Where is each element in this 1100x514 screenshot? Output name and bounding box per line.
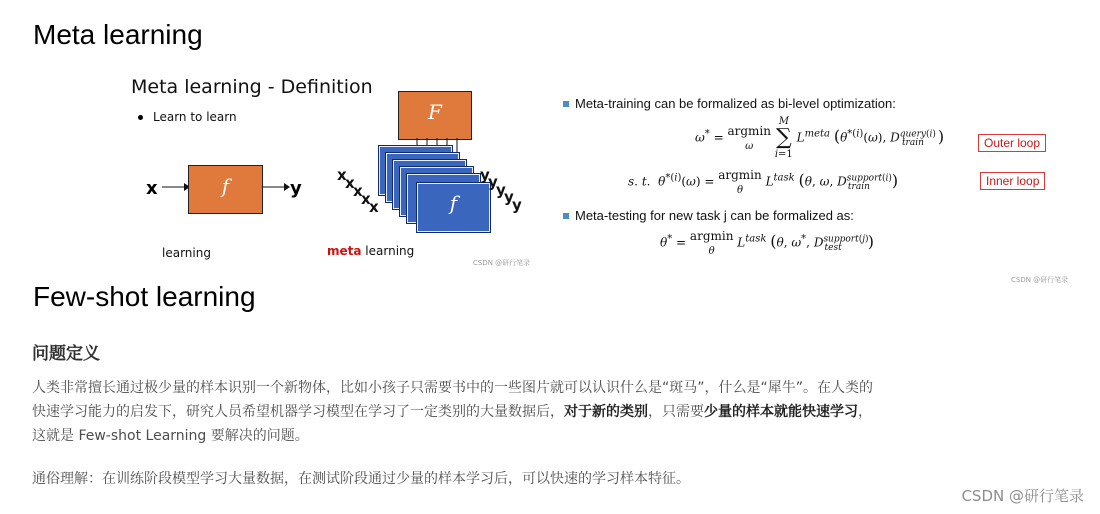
slide-watermark: CSDN @研行笔录	[473, 259, 531, 267]
svg-text:x: x	[361, 190, 371, 208]
bullet-training-text: Meta-training can be formalized as bi-level optimization:	[575, 96, 896, 111]
svg-text:y: y	[480, 166, 490, 184]
inner-loop-label: Inner loop	[980, 172, 1045, 190]
slide-title: Meta learning - Definition	[131, 76, 373, 98]
meta-caption-rest: learning	[361, 244, 415, 258]
svg-text:x: x	[337, 166, 347, 184]
bullet-dot	[138, 115, 143, 120]
para1-line2a: 快速学习能力的启发下，研究人员希望机器学习模型在学习了一定类别的大量数据后，	[32, 404, 564, 420]
para1-line2b: ，只需要	[648, 404, 704, 420]
panel-watermark: CSDN @研行笔录	[1011, 276, 1069, 284]
svg-text:y: y	[488, 173, 498, 191]
problem-definition-heading: 问题定义	[32, 344, 100, 364]
arrow-out-icon	[262, 182, 290, 192]
bullet-text: Learn to learn	[153, 110, 237, 124]
footer-watermark: CSDN @研行笔录	[961, 487, 1084, 505]
svg-text:y: y	[504, 188, 514, 206]
test-formula: θ* = argmin θ $L^{task}$ (θ, ω*, $D^{support(j)}_{test}$ )	[660, 229, 874, 257]
few-shot-heading: Few-shot learning	[33, 281, 256, 312]
y-outputs-icon	[478, 164, 534, 220]
arrow-in-icon	[162, 182, 190, 192]
meta-learning-heading: Meta learning	[33, 19, 203, 50]
plain-explanation-paragraph: 通俗理解：在训练阶段模型学习大量数据，在测试阶段通过少量的样本学习后，可以快速的学习样本特征。	[32, 471, 690, 487]
f-function-box	[188, 165, 263, 214]
para1-line2c: ，	[858, 404, 872, 420]
svg-text:y: y	[512, 196, 522, 214]
svg-text:x: x	[369, 198, 379, 216]
y-label: y	[290, 178, 302, 199]
svg-text:x: x	[353, 182, 363, 200]
F-meta-box	[398, 91, 472, 140]
bullet-testing-text: Meta-testing for new task j can be formalized as:	[575, 208, 854, 223]
svg-text:y: y	[496, 181, 506, 199]
f-label-front: f	[449, 191, 458, 215]
outer-loop-label: Outer loop	[978, 134, 1046, 152]
x-label: x	[146, 178, 158, 199]
para1-bold-new-class: 对于新的类别	[564, 404, 648, 420]
para1-line1: 人类非常擅长通过极少量的样本识别一个新物体，比如小孩子只需要书中的一些图片就可以认识什么是“斑马”，什么是“犀牛”。在人类的	[32, 380, 874, 396]
definition-paragraph	[32, 376, 952, 448]
para1-bold-few-samples: 少量的样本就能快速学习	[704, 404, 858, 420]
para1-line3: 这就是 Few-shot Learning 要解决的问题。	[32, 428, 309, 444]
x-inputs-icon	[335, 166, 387, 218]
inner-formula: s. t. $\theta^{*(i)}(\omega) = argmin$ θ $L^{task}$ (θ, ω, $D^{support(i)}_{train}$ )	[628, 168, 899, 196]
outer-formula: ω* = argmin ω M ∑ i=1 $L^{meta}$ ($\theta^{*(i)}(\omega)$, $D^{query(i)}_{train}$ )	[695, 116, 945, 160]
f-label: f	[221, 174, 230, 198]
bullet-square-2	[563, 213, 569, 219]
meta-learning-caption	[327, 244, 414, 258]
meta-word: meta	[327, 244, 362, 258]
bullet-square-1	[563, 101, 569, 107]
svg-text:x: x	[345, 174, 355, 192]
learning-caption: learning	[162, 246, 211, 260]
F-label: F	[428, 100, 442, 124]
